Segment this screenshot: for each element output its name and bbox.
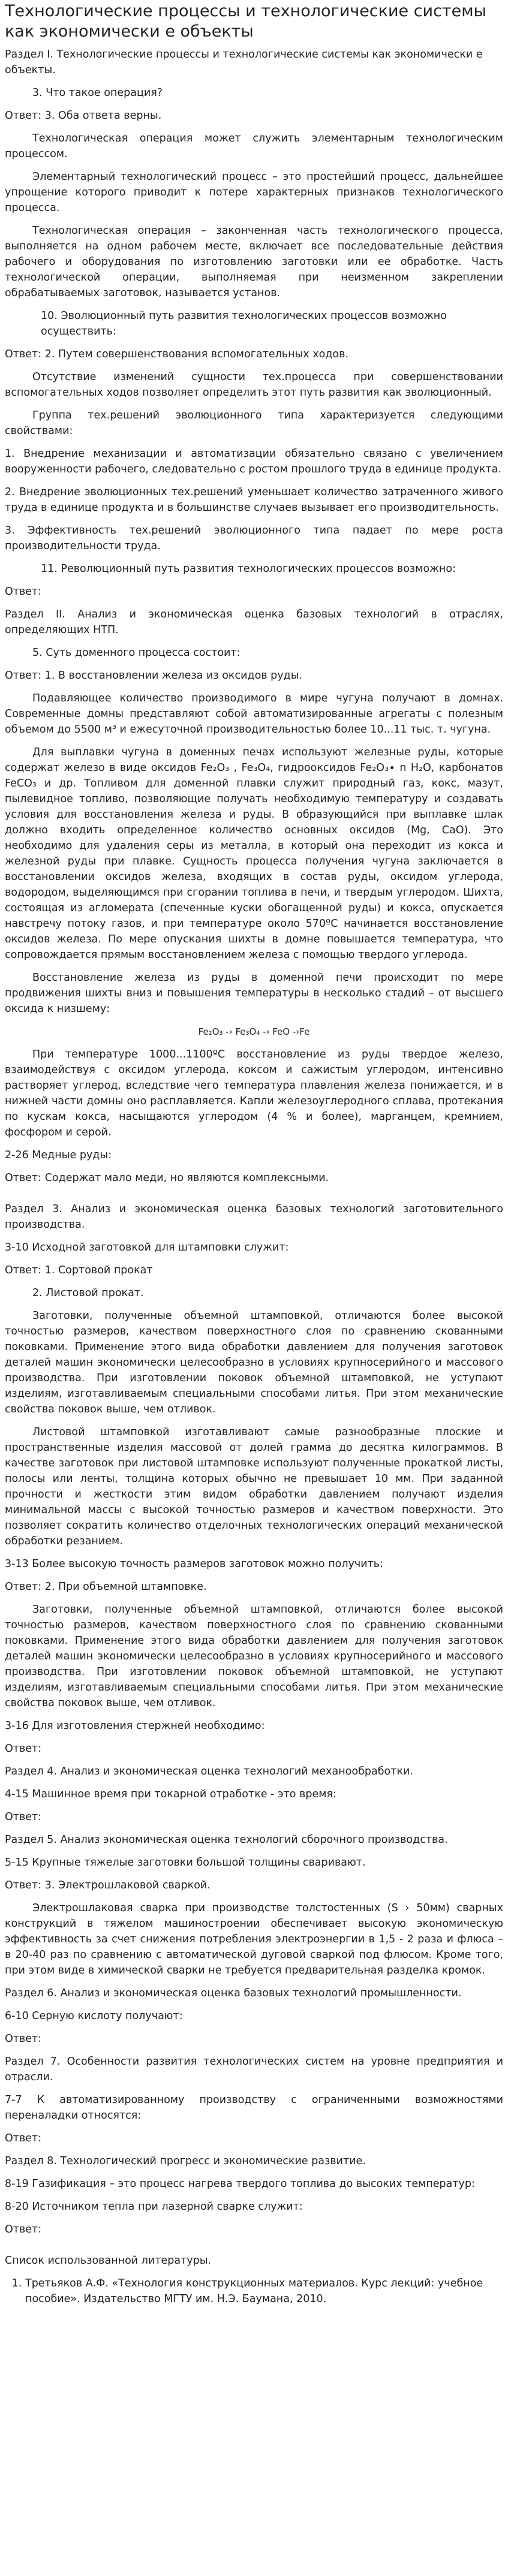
paragraph: Fe₂O₃ -› Fe₃O₄ -› FeO -›Fe [198, 1026, 310, 1037]
paragraph: Группа тех.решений эволюционного типа характеризуется следующими свойствами: [5, 409, 503, 437]
paragraph: Ответ: 2. При объемной штамповке. [5, 1581, 207, 1593]
document-body [5, 47, 503, 2268]
paragraph: 3-10 Исходной заготовкой для штамповки служит: [5, 1242, 289, 1254]
page-title: Технологические процессы и технологические системы как экономически е объекты [5, 2, 486, 41]
paragraph: Ответ: [5, 2224, 42, 2235]
paragraph: Заготовки, полученные объемной штамповкой, отличаются более высокой точностью размеров, качеством поверхностного слоя по сравнению скованными поковками. Применение этого вида обработки давлением для получения заготовок деталей машин экономически целесообразно в условиях крупносерийного и массового производства. При изготовлении поковок объемной штамповкой, не уступают изделиям, изготавливаемым специальными способами литья. При этом механические свойства поковок выше, чем отливок. [5, 1604, 503, 1709]
paragraph: Ответ: [5, 1811, 42, 1823]
paragraph: Список использованной литературы. [5, 2255, 212, 2267]
paragraph: Ответ: Содержат мало меди, но являются комплексными. [5, 1172, 329, 1184]
paragraph: 2. Листовой прокат. [32, 1287, 144, 1299]
paragraph: 3. Что такое операция? [32, 87, 163, 99]
paragraph: Раздел II. Анализ и экономическая оценка базовых технологий в отраслях, определяющих НТП. [5, 608, 503, 636]
paragraph: Ответ: 1. Сортовой прокат [5, 1264, 153, 1276]
paragraph: Раздел 4. Анализ и экономическая оценка технологий механообработки. [5, 1765, 413, 1777]
paragraph: Восстановление железа из руды в доменной печи происходит по мере продвижения шихты вниз и повышения температуры в несколько стадий – от высшего оксида к низшему: [5, 972, 503, 1015]
paragraph: 2-26 Медные руды: [5, 1149, 112, 1161]
paragraph: Раздел 7. Особенности развития технологических систем на уровне предприятия и отрасли. [5, 2056, 503, 2083]
paragraph: 5. Суть доменного процесса состоит: [32, 647, 241, 659]
paragraph: Листовой штамповкой изготавливают самые разнообразные плоские и пространственные изделия массовой от долей грамма до десятка килограммов. В качестве заготовок при листовой штамповке используют полученные прокаткой листы, полосы или ленты, толщина которых обычно не превышает 10 мм. При заданной прочности и жесткости этим видом обработки давлением получают изделия минимальной массы с высокой точностью размеров и качеством поверхности. Это позволяет сократить количество отделочных технологических операций механической обработки резанием. [5, 1426, 503, 1547]
paragraph: Ответ: [5, 2132, 42, 2144]
literature-item: 1. Третьяков А.Ф. «Технология конструкционных материалов. Курс лекций: учебное пособие». Издательство МГТУ им. Н.Э. Баумана, 2010. [25, 2276, 503, 2307]
paragraph: Ответ: [5, 2033, 42, 2045]
paragraph: 3-13 Более высокую точность размеров заготовок можно получить: [5, 1558, 384, 1570]
paragraph: 1. Внедрение механизации и автоматизации обязательно связано с увеличением вооруженности рабочего, следовательно с ростом прошлого труда в единице продукта. [5, 448, 503, 475]
paragraph: Раздел 5. Анализ экономическая оценка технологий сборочного производства. [5, 1834, 448, 1846]
paragraph: 2. Внедрение эволюционных тех.решений уменьшает количество затраченного живого труда в единице продукта и в большинстве случаев вызывает его производительность. [5, 486, 503, 514]
paragraph: Раздел 8. Технологический прогресс и экономические развитие. [5, 2155, 366, 2167]
paragraph: Ответ: 3. Электрошлаковой сваркой. [5, 1879, 211, 1891]
paragraph: Для выплавки чугуна в доменных печах используют железные руды, которые содержат железо в виде оксидов Fe₂O₃ , Fe₃O₄, гидрооксидов Fe₂O₃∙ n H₂O, карбонатов FeCO₃ и др. Топливом для доменной плавки служит природный газ, кокс, мазут, пылевидное топливо, позволяющие получать необходимую температуру и создавать условия для восстановления железа и руды. В образующийся при выплавке шлак должно входить определенное количество основных оксидов (Mg, CaO). Это необходимо для удаления серы из металла, в который она переходит из кокса и железной руды при плавке. Сущность процесса получения чугуна заключается в восстановлении оксидов железа, входящих в состав руды, оксидом углерода, водородом, выделяющимся при сгорании топлива в печи, и твердым углеродом. Шихта, состоящая из агломерата (спеченные куски обогащенной руды) и кокса, опускается навстречу потоку газов, и при температуре около 570ºC начинается восстановление оксидов железа. По мере опускания шихты в домне повышается температура, что сопровождается прямым восстановлением железа с помощью твердого углерода. [5, 746, 503, 961]
paragraph: 10. Эволюционный путь развития технологических процессов возможно осуществить: [41, 310, 447, 338]
paragraph: Ответ: 1. В восстановлении железа из оксидов руды. [5, 670, 303, 682]
paragraph: 4-15 Машинное время при токарной отработке - это время: [5, 1788, 336, 1800]
paragraph: 3. Эффективность тех.решений эволюционного типа падает по мере роста производительности труда. [5, 525, 503, 552]
paragraph: Заготовки, полученные объемной штамповкой, отличаются более высокой точностью размеров, качеством поверхностного слоя по сравнению скованными поковками. Применение этого вида обработки давлением для получения заготовок деталей машин экономически целесообразно в условиях крупносерийного и массового производства. При изготовлении поковок объемной штамповкой, не уступают изделиям, изготавливаемым специальными способами литья. При этом механические свойства поковок выше, чем отливок. [5, 1310, 503, 1415]
paragraph: Раздел I. Технологические процессы и технологические системы как экономически е объекты. [5, 49, 483, 76]
paragraph: Ответ: 3. Оба ответа верны. [5, 110, 162, 122]
paragraph: Подавляющее количество производимого в мире чугуна получают в домнах. Современные домны представляют собой автоматизированные агрегаты с полезным объемом до 5500 м³ и ежесуточной производительностью более 10...11 тыс. т. чугуна. [5, 692, 503, 736]
paragraph: Элементарный технологический процесс – это простейший процесс, дальнейшее упрощение которого приводит к потере характерных признаков технологического процесса. [5, 171, 503, 214]
paragraph: 11. Революционный путь развития технологических процессов возможно: [41, 563, 456, 575]
paragraph: 7-7 К автоматизированному производству с ограниченными возможностями переналадки относятся: [5, 2094, 503, 2122]
paragraph: При температуре 1000...1100ºC восстановление из руды твердое железо, взаимодействуя с оксидом углерода, коксом и сажистым углеродом, интенсивно растворяет углерод, вследствие чего температура плавления железа понижается, и в нижней части домны оно расплавляется. Капли железоуглеродного сплава, протекания по кускам кокса, насыщаются углеродом (4 % и более), марганцем, кремнием, фосфором и серой. [5, 1049, 503, 1138]
paragraph: 5-15 Крупные тяжелые заготовки большой толщины сваривают. [5, 1857, 366, 1869]
paragraph: Ответ: [5, 586, 42, 598]
paragraph: Раздел 3. Анализ и экономическая оценка базовых технологий заготовительного производства. [5, 1203, 503, 1231]
paragraph: Электрошлаковая сварка при производстве толстостенных (S › 50мм) сварных конструкций в тяжелом машиностроении обеспечивает высокую экономическую эффективность за счет снижения потребления электроэнергии в 1,5 - 2 раза и флюса – в 20-40 раз по сравнению с автоматической дуговой сваркой под флюсом. Кроме того, при этом виде в химической сварки не требуется предварительная разделка кромок. [5, 1902, 503, 1977]
paragraph: 8-19 Газификация – это процесс нагрева твердого топлива до высоких температур: [5, 2178, 475, 2190]
paragraph: Технологическая операция может служить элементарным технологическим процессом. [5, 132, 503, 160]
paragraph: Технологическая операция – законченная часть технологического процесса, выполняется на одном рабочем месте, включает все последовательные действия рабочего и оборудования по изготовлению заготовки или ее обработке. Часть технологической операции, выполняемая при неизменном закреплении обрабатываемых заготовок, называется установ. [5, 225, 503, 299]
paragraph: 3-16 Для изготовления стержней необходимо: [5, 1720, 265, 1732]
spacer [5, 1193, 503, 1201]
paragraph: 8-20 Источником тепла при лазерной сварке служит: [5, 2201, 303, 2213]
paragraph: Отсутствие изменений сущности тех.процесса при совершенствовании вспомогательных ходов позволяет определить этот путь развития как эволюционный. [5, 371, 503, 399]
literature-list [5, 2276, 503, 2307]
paragraph: Раздел 6. Анализ и экономическая оценка базовых технологий промышленности. [5, 1987, 462, 1999]
paragraph: 6-10 Серную кислоту получают: [5, 2010, 183, 2022]
paragraph: Ответ: [5, 1743, 42, 1755]
spacer [5, 2244, 503, 2253]
paragraph: Ответ: 2. Путем совершенствования вспомогательных ходов. [5, 348, 349, 360]
